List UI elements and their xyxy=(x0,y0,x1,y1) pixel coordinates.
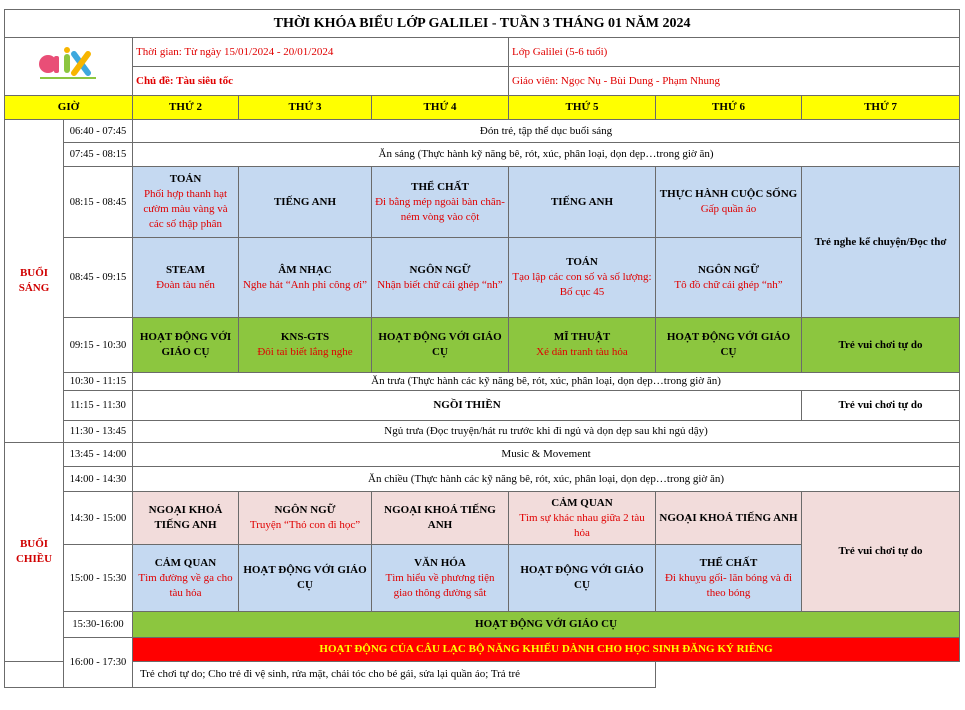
lesson-cell xyxy=(509,238,656,318)
lesson-description: Truyện “Thỏ con đi học” xyxy=(249,519,361,531)
lesson-subject: ÂM NHẠC xyxy=(278,263,332,276)
lesson-cell xyxy=(133,318,239,373)
lesson-subject: NGOẠI KHOÁ TIẾNG ANH xyxy=(384,504,496,531)
lesson-description: Tạo lập các con số và số lượng: Bố cục 45 xyxy=(512,271,652,298)
lesson-subject: HOẠT ĐỘNG VỚI GIÁO CỤ xyxy=(378,331,502,358)
time-slot: 08:45 - 09:15 xyxy=(64,238,133,318)
lesson-subject: NGOẠI KHOÁ TIẾNG ANH xyxy=(659,511,798,524)
activity-afternoon-snack: Ăn chiều (Thực hành các kỹ năng bê, rót, xúc, phân loại, dọn dẹp…trong giờ ăn) xyxy=(133,467,960,492)
lesson-description: Đi bằng mép ngoài bàn chân- ném vòng vào cột xyxy=(375,195,505,223)
lesson-subject: CẢM QUAN xyxy=(154,556,217,569)
lesson-subject: HOẠT ĐỘNG VỚI GIÁO CỤ xyxy=(520,564,644,591)
lesson-cell xyxy=(509,318,656,373)
lesson-cell xyxy=(133,238,239,318)
lesson-description: Xé dán tranh tàu hỏa xyxy=(536,346,628,358)
lesson-subject: TOÁN xyxy=(566,256,598,268)
activity-morning-reception: Đón trẻ, tập thể dục buổi sáng xyxy=(133,120,960,143)
lesson-subject: VĂN HÓA xyxy=(414,556,466,569)
lesson-description: Đoàn tàu nến xyxy=(156,278,215,291)
lesson-description: Đôi tai biết lắng nghe xyxy=(257,346,353,358)
header-wednesday: THỨ 4 xyxy=(372,96,509,120)
lesson-subject: THỂ CHẤT xyxy=(411,180,469,193)
activity-breakfast: Ăn sáng (Thực hành kỹ năng bê, rót, xúc, phân loại, dọn dẹp…trong giờ ăn) xyxy=(133,143,960,167)
activity-lunch: Ăn trưa (Thực hành các kỹ năng bê, rót, xúc, phân loại, dọn dẹp…trong giờ ăn) xyxy=(133,373,960,391)
teachers: Giáo viên: Ngọc Nụ - Bùi Dung - Phạm Nhung xyxy=(509,67,960,96)
lesson-description: Phối hợp thanh hạt cườm màu vàng và các số thập phân xyxy=(143,188,228,230)
lesson-subject: NGÔN NGỮ xyxy=(697,263,759,276)
header-time: GIỜ xyxy=(5,96,133,120)
lesson-subject: HOẠT ĐỘNG VỚI GIÁO CỤ xyxy=(666,331,791,358)
lesson-cell xyxy=(239,167,372,238)
lesson-description: Tô đồ chữ cái ghép “nh” xyxy=(674,278,783,291)
lesson-subject: TIẾNG ANH xyxy=(273,195,337,208)
lesson-cell xyxy=(239,492,372,545)
lesson-subject: HOẠT ĐỘNG VỚI GIÁO CỤ xyxy=(243,564,367,591)
time-slot: 11:15 - 11:30 xyxy=(64,391,133,421)
lesson-description: Tìm hiểu về phương tiện giao thông đường sắt xyxy=(385,571,495,599)
header-tuesday: THỨ 3 xyxy=(239,96,372,120)
time-slot: 15:30-16:00 xyxy=(64,612,133,638)
time-slot: 13:45 - 14:00 xyxy=(64,443,133,467)
timetable xyxy=(4,9,960,688)
activity-talent-club: HOẠT ĐỘNG CỦA CÂU LẠC BỘ NĂNG KHIẾU DÀNH CHO HỌC SINH ĐĂNG KÝ RIÊNG xyxy=(133,638,960,662)
lesson-cell xyxy=(372,545,509,612)
activity-music-movement: Music & Movement xyxy=(133,443,960,467)
lesson-description: Tìm đường về ga cho tàu hỏa xyxy=(138,571,233,599)
activity-free-play-pickup: Trẻ chơi tự do; Cho trẻ đi vệ sinh, rửa mặt, chải tóc cho bé gái, sửa lại quần áo; Trả trẻ xyxy=(5,662,656,688)
activity-nap: Ngủ trưa (Đọc truyện/hát ru trước khi đi ngủ và dọn dẹp sau khi ngủ dậy) xyxy=(133,421,960,443)
saturday-free-play: Trẻ vui chơi tự do xyxy=(802,492,960,612)
time-slot: 16:00 - 17:30 xyxy=(64,638,133,688)
header-thursday: THỨ 5 xyxy=(509,96,656,120)
saturday-free-play: Trẻ vui chơi tự do xyxy=(802,318,960,373)
time-slot: 14:30 - 15:00 xyxy=(64,492,133,545)
lesson-cell xyxy=(656,545,802,612)
lesson-description: Nghe hát “Anh phi công ơi” xyxy=(242,278,368,291)
header-saturday: THỨ 7 xyxy=(802,96,960,120)
lesson-description: Gấp quần áo xyxy=(700,203,757,215)
aik-logo-icon xyxy=(34,44,104,84)
lesson-subject: NGÔN NGỮ xyxy=(274,504,336,516)
time-slot: 10:30 - 11:15 xyxy=(64,373,133,391)
lesson-subject: HOẠT ĐỘNG VỚI GIÁO CỤ xyxy=(139,331,232,358)
lesson-subject: KNS-GTS xyxy=(280,331,330,343)
lesson-cell xyxy=(509,545,656,612)
time-slot: 15:00 - 15:30 xyxy=(64,545,133,612)
lesson-subject: THỂ CHẤT xyxy=(699,556,758,569)
lesson-subject: TIẾNG ANH xyxy=(550,195,614,208)
lesson-cell xyxy=(239,545,372,612)
header-friday: THỨ 6 xyxy=(656,96,802,120)
lesson-subject: MĨ THUẬT xyxy=(553,331,611,343)
time-slot: 09:15 - 10:30 xyxy=(64,318,133,373)
lesson-cell xyxy=(372,167,509,238)
lesson-subject: CẢM QUAN xyxy=(551,496,613,509)
lesson-description: Nhận biết chữ cái ghép “nh” xyxy=(377,278,503,291)
session-afternoon: BUỔI CHIỀU xyxy=(5,443,64,662)
header-monday: THỨ 2 xyxy=(133,96,239,120)
lesson-cell xyxy=(239,318,372,373)
timetable-title: THỜI KHÓA BIỂU LỚP GALILEI - TUẦN 3 THÁNG 01 NĂM 2024 xyxy=(5,10,960,38)
lesson-cell xyxy=(133,492,239,545)
lesson-subject: NGÔN NGỮ xyxy=(409,263,471,276)
lesson-cell xyxy=(656,238,802,318)
lesson-cell xyxy=(372,318,509,373)
lesson-cell xyxy=(656,318,802,373)
activity-meditation: NGỒI THIỀN xyxy=(133,391,802,421)
lesson-description: Tìm sự khác nhau giữa 2 tàu hỏa xyxy=(519,511,645,539)
lesson-subject: THỰC HÀNH CUỘC SỐNG xyxy=(659,188,798,200)
lesson-subject: STEAM xyxy=(165,263,206,276)
weekly-topic: Chủ đề: Tàu siêu tốc xyxy=(133,67,509,96)
time-slot: 11:30 - 13:45 xyxy=(64,421,133,443)
lesson-subject: TOÁN xyxy=(169,173,202,185)
lesson-cell xyxy=(133,167,239,238)
time-slot: 06:40 - 07:45 xyxy=(64,120,133,143)
lesson-subject: NGOẠI KHOÁ TIẾNG ANH xyxy=(148,504,223,531)
schedule-period: Thời gian: Từ ngày 15/01/2024 - 20/01/2024 xyxy=(133,38,509,67)
lesson-cell xyxy=(372,238,509,318)
school-logo xyxy=(5,38,133,96)
activity-teaching-aids: HOẠT ĐỘNG VỚI GIÁO CỤ xyxy=(133,612,960,638)
class-name: Lớp Galilei (5-6 tuổi) xyxy=(509,38,960,67)
lesson-cell xyxy=(509,492,656,545)
time-slot: 08:15 - 08:45 xyxy=(64,167,133,238)
lesson-cell xyxy=(133,545,239,612)
saturday-free-play: Trẻ vui chơi tự do xyxy=(802,391,960,421)
lesson-cell xyxy=(656,492,802,545)
saturday-storytelling: Trẻ nghe kể chuyện/Đọc thơ xyxy=(802,167,960,318)
lesson-cell xyxy=(656,167,802,238)
lesson-description: Đi khuỵu gối- lăn bóng và đi theo bóng xyxy=(664,571,793,599)
session-morning: BUỔI SÁNG xyxy=(5,120,64,443)
time-slot: 07:45 - 08:15 xyxy=(64,143,133,167)
time-slot: 14:00 - 14:30 xyxy=(64,467,133,492)
lesson-cell xyxy=(372,492,509,545)
lesson-cell xyxy=(239,238,372,318)
lesson-cell xyxy=(509,167,656,238)
